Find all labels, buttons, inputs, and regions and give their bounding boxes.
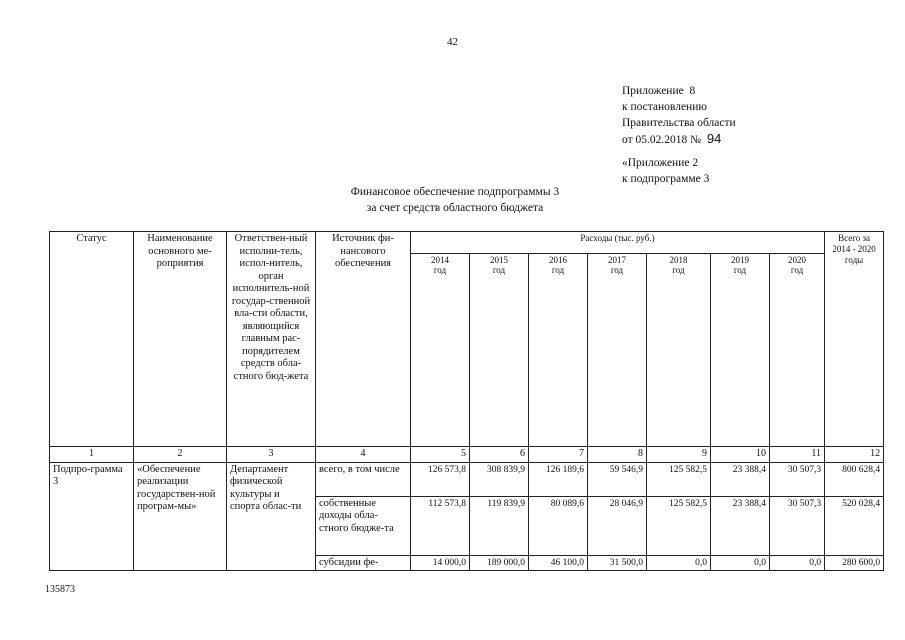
appendix2-line-2: к подпрограмме 3: [622, 173, 710, 185]
row-status: Подпро-грамма 3: [50, 462, 134, 571]
header-year-2016: [529, 254, 588, 447]
value-cell: 23 388,4: [711, 496, 770, 555]
year-label: 2020: [788, 255, 807, 265]
appendix-number: 8: [689, 85, 696, 97]
year-unit: год: [672, 265, 685, 275]
row-source: собственные доходы обла-стного бюдже-та: [316, 496, 411, 555]
value-cell: 31 500,0: [588, 555, 647, 571]
column-number: 12: [825, 447, 884, 463]
header-year-2015: [470, 254, 529, 447]
value-cell: 80 089,6: [529, 496, 588, 555]
column-number: 2: [134, 447, 227, 463]
column-number: 6: [470, 447, 529, 463]
value-cell: 126 573,8: [411, 462, 470, 496]
decree-number: 94: [706, 131, 722, 146]
appendix-line-3: Правительства области: [622, 117, 736, 129]
value-cell: 46 100,0: [529, 555, 588, 571]
value-cell: 112 573,8: [411, 496, 470, 555]
column-number: 11: [770, 447, 825, 463]
table-row: [50, 462, 884, 496]
value-cell: 126 189,6: [529, 462, 588, 496]
value-cell: 0,0: [647, 555, 711, 571]
year-label: 2014: [431, 255, 449, 265]
column-number: 7: [529, 447, 588, 463]
year-label: 2017: [608, 255, 626, 265]
column-number: 10: [711, 447, 770, 463]
value-cell: 119 839,9: [470, 496, 529, 555]
column-number: 5: [411, 447, 470, 463]
total-cell: 520 028,4: [825, 496, 884, 555]
year-label: 2019: [731, 255, 749, 265]
header-name: Наименование основного ме-роприятия: [134, 232, 227, 447]
total-cell: 280 600,0: [825, 555, 884, 571]
appendix-line-2: к постановлению: [622, 101, 707, 113]
year-unit: год: [733, 265, 747, 275]
header-year-2018: [647, 254, 711, 447]
appendix-block: [622, 83, 736, 148]
appendix2-block: [622, 155, 709, 187]
year-unit: год: [790, 265, 804, 275]
header-responsible: Ответствен-ный исполни-тель, испол-нитель, орган исполнитель-ной государ-ственной вла-сти области, являющийся главным рас-порядителем средств обла-стного бюд-жета: [227, 232, 316, 447]
appendix-line-4: [622, 131, 736, 148]
document-title: [300, 184, 610, 216]
value-cell: 28 046,9: [588, 496, 647, 555]
title-line-2: за счет средств областного бюджета: [366, 202, 544, 214]
year-unit: год: [551, 265, 565, 275]
year-label: 2015: [490, 255, 508, 265]
decree-date: от 05.02.2018 №: [622, 134, 702, 146]
page-number: 42: [447, 36, 458, 48]
header-year-2019: [711, 254, 770, 447]
column-number: 9: [647, 447, 711, 463]
row-responsible: Департамент физической культуры и спорта облас-ти: [227, 462, 316, 571]
header-year-2020: [770, 254, 825, 447]
row-source: всего, в том числе: [316, 462, 411, 496]
value-cell: 125 582,5: [647, 462, 711, 496]
value-cell: 189 000,0: [470, 555, 529, 571]
document-code: 135873: [45, 584, 75, 595]
header-expenses: Расходы (тыс. руб.): [411, 232, 825, 254]
value-cell: 0,0: [770, 555, 825, 571]
value-cell: 308 839,9: [470, 462, 529, 496]
value-cell: 23 388,4: [711, 462, 770, 496]
row-source: субсидии фе-: [316, 555, 411, 571]
appendix-label: Приложение: [622, 85, 684, 97]
header-status: Статус: [50, 232, 134, 447]
value-cell: 30 507,3: [770, 496, 825, 555]
value-cell: 30 507,3: [770, 462, 825, 496]
year-unit: год: [492, 265, 506, 275]
year-label: 2018: [669, 255, 688, 265]
year-unit: год: [610, 265, 624, 275]
appendix-line-1: [622, 83, 736, 99]
header-year-2017: [588, 254, 647, 447]
value-cell: 14 000,0: [411, 555, 470, 571]
total-cell: 800 628,4: [825, 462, 884, 496]
value-cell: 0,0: [711, 555, 770, 571]
header-year-2014: [411, 254, 470, 447]
column-number: 8: [588, 447, 647, 463]
column-number: 1: [50, 447, 134, 463]
header-total: Всего за 2014 - 2020 годы: [825, 232, 884, 447]
appendix2-line-1: «Приложение 2: [622, 157, 699, 169]
column-number-row: [50, 447, 884, 463]
year-label: 2016: [549, 255, 567, 265]
year-unit: год: [433, 265, 447, 275]
column-number: 4: [316, 447, 411, 463]
value-cell: 125 582,5: [647, 496, 711, 555]
header-source: Источник фи-нансового обеспечения: [316, 232, 411, 447]
column-number: 3: [227, 447, 316, 463]
row-name: «Обеспечение реализации государствен-ной програм-мы»: [134, 462, 227, 571]
title-line-1: Финансовое обеспечение подпрограммы 3: [350, 186, 560, 198]
value-cell: 59 546,9: [588, 462, 647, 496]
financing-table: [49, 231, 884, 571]
